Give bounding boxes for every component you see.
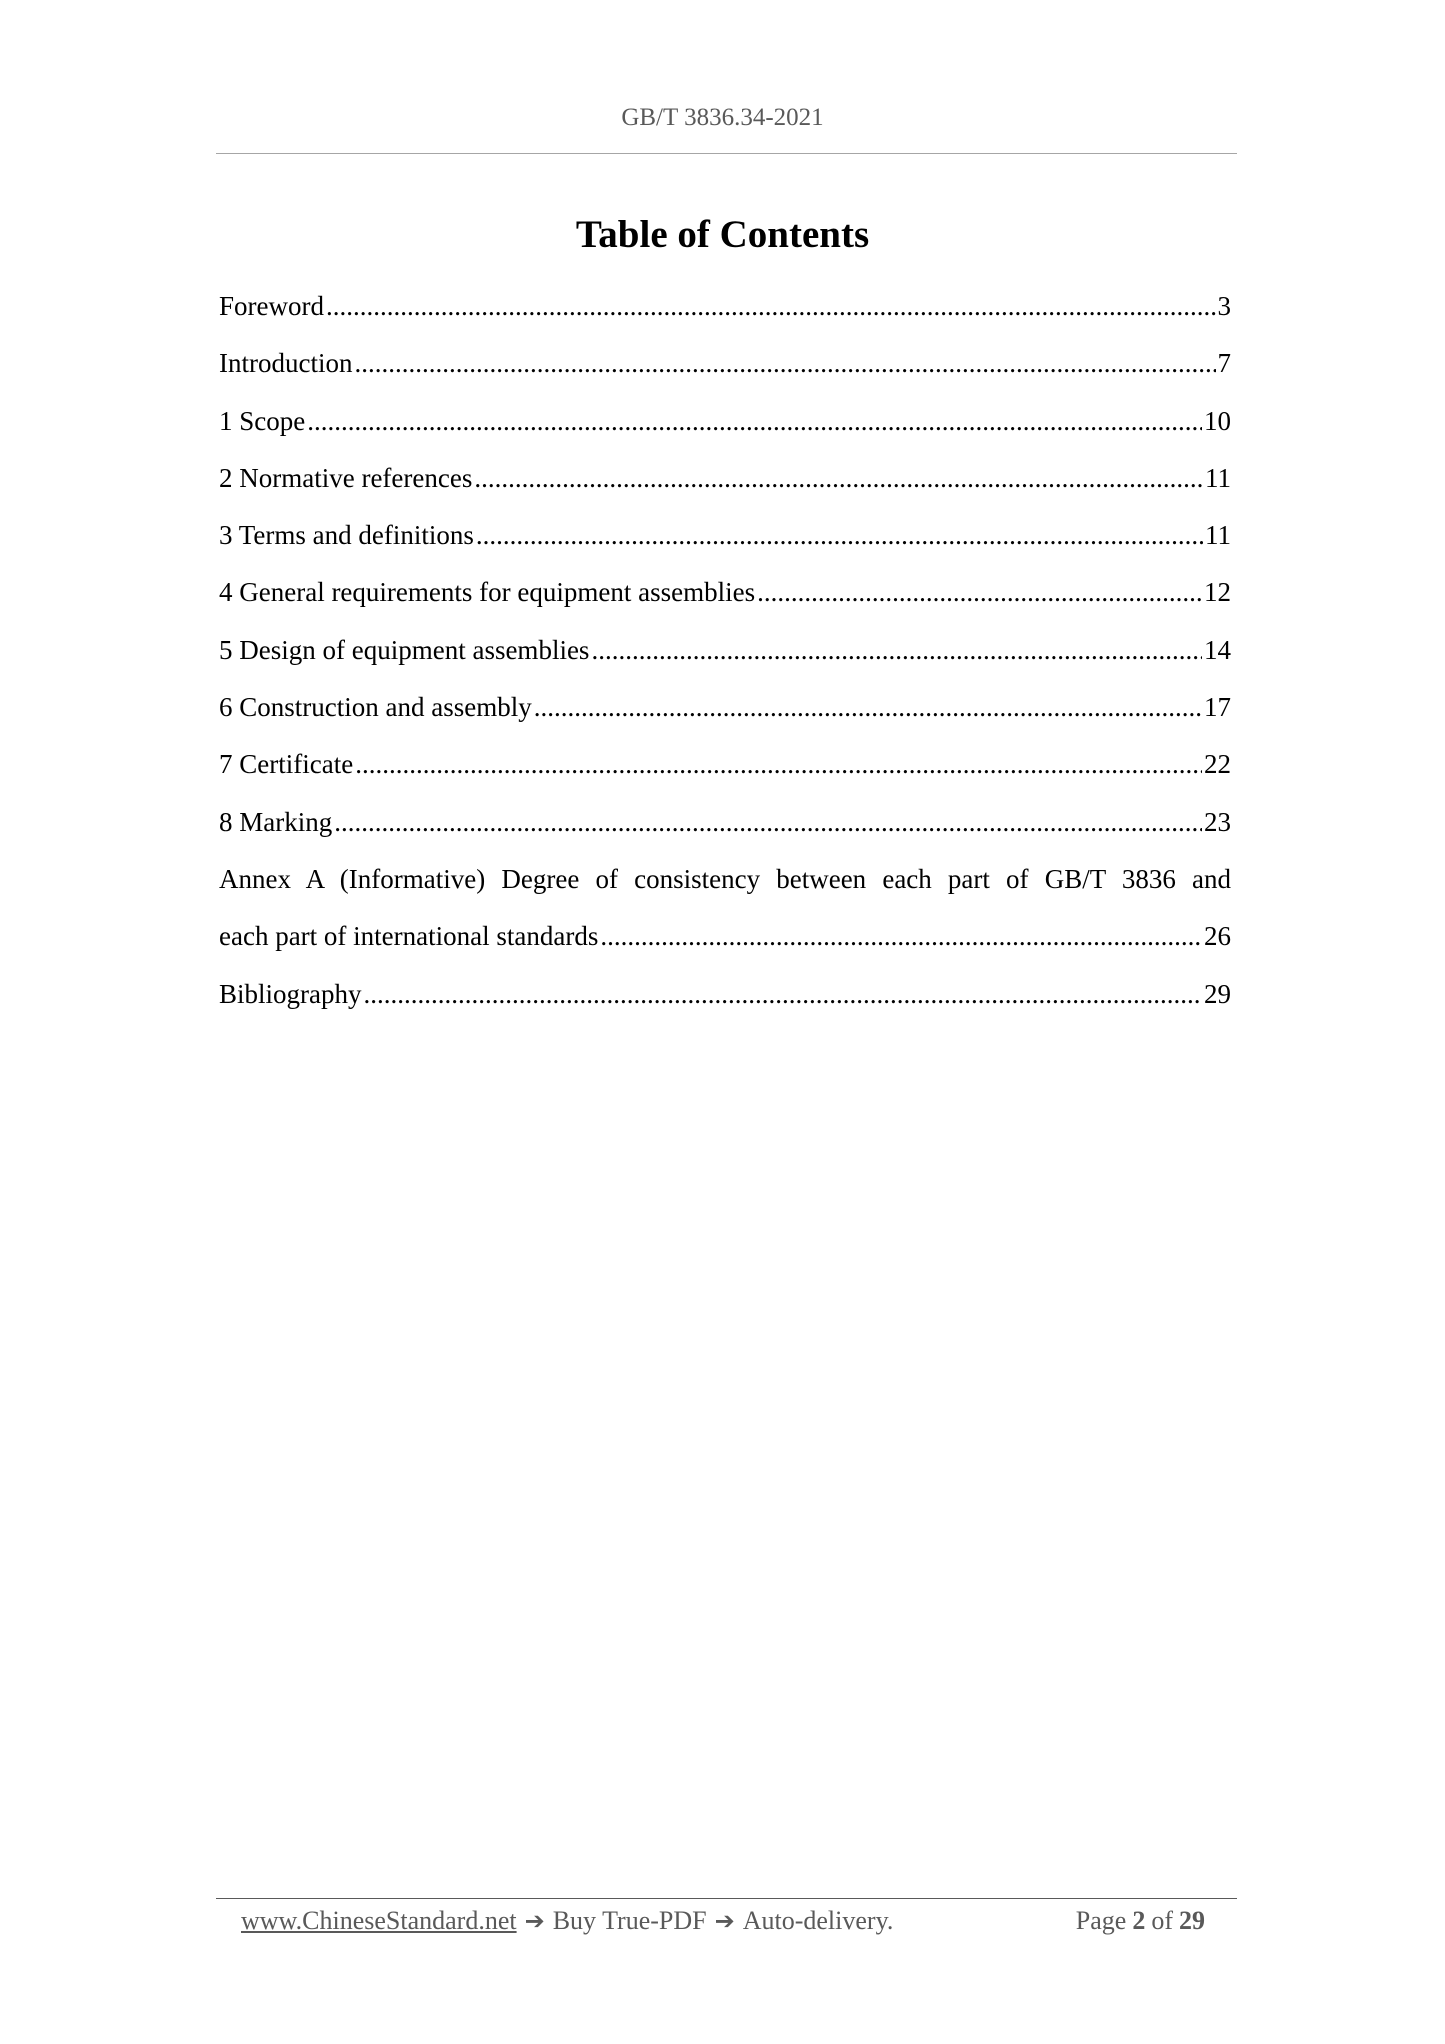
toc-entry-label: 1 Scope	[219, 405, 306, 436]
toc-entry-page: 17	[1204, 692, 1231, 723]
toc-leader-dots	[600, 912, 1202, 960]
toc-entry-label: each part of international standards	[219, 921, 599, 952]
toc-entry-label: 5 Design of equipment assemblies	[219, 634, 590, 665]
current-page-number: 2	[1132, 1906, 1146, 1935]
toc-entry-label: 2 Normative references	[219, 462, 473, 493]
auto-delivery-text: Auto-delivery.	[742, 1906, 894, 1935]
toc-leader-dots	[334, 798, 1202, 846]
footer-divider	[216, 1898, 1237, 1899]
toc-entry-normative-references[interactable]	[219, 454, 1231, 511]
toc-entry-label: 6 Construction and assembly	[219, 692, 532, 723]
toc-entry-foreword[interactable]	[219, 282, 1231, 339]
toc-leader-dots	[474, 454, 1203, 502]
buy-pdf-text: Buy True-PDF	[552, 1906, 707, 1935]
toc-entry-introduction[interactable]	[219, 339, 1231, 396]
toc-title: Table of Contents	[575, 213, 870, 256]
toc-entry-general-requirements[interactable]	[219, 568, 1231, 625]
footer-promo	[241, 1903, 893, 1939]
toc-entry-label: 4 General requirements for equipment assemblies	[219, 577, 756, 608]
toc-entry-scope[interactable]	[219, 397, 1231, 454]
toc-leader-dots	[326, 282, 1216, 330]
toc-entry-terms-definitions[interactable]	[219, 511, 1231, 568]
toc-leader-dots	[354, 339, 1215, 387]
toc-entry-page: 23	[1204, 806, 1231, 837]
toc-entry-label: Introduction	[219, 348, 353, 379]
toc-leader-dots	[591, 626, 1202, 674]
toc-entry-certificate[interactable]	[219, 740, 1231, 797]
right-arrow-icon: ➔	[524, 1907, 545, 1935]
toc-entry-label: Foreword	[219, 291, 324, 321]
toc-leader-dots	[757, 568, 1202, 616]
toc-entry-label: 7 Certificate	[219, 749, 354, 780]
toc-entry-page: 10	[1204, 405, 1231, 436]
toc-leader-dots	[307, 397, 1202, 445]
table-of-contents	[219, 282, 1231, 1027]
toc-entry-bibliography[interactable]	[219, 970, 1231, 1027]
toc-entry-label: 8 Marking	[219, 806, 333, 837]
toc-entry-label: Bibliography	[219, 978, 362, 1009]
page-word: Page	[1075, 1906, 1127, 1935]
toc-entry-page: 29	[1204, 978, 1231, 1009]
toc-entry-page: 14	[1204, 634, 1231, 665]
toc-entry-page: 12	[1204, 577, 1231, 608]
toc-entry-construction-assembly[interactable]	[219, 683, 1231, 740]
website-link[interactable]: www.ChineseStandard.net	[241, 1906, 517, 1935]
toc-entry-design[interactable]	[219, 626, 1231, 683]
total-pages-number: 29	[1179, 1906, 1205, 1935]
header-divider	[216, 153, 1237, 154]
toc-leader-dots	[476, 511, 1203, 559]
toc-leader-dots	[364, 970, 1203, 1018]
toc-entry-annex-a-line1[interactable]: Annex A (Informative) Degree of consistency between each part of GB/T 3836 and	[219, 863, 1231, 894]
toc-entry-annex-a-line2[interactable]	[219, 912, 1231, 969]
toc-entry-page: 11	[1205, 462, 1231, 493]
toc-entry-label: 3 Terms and definitions	[219, 520, 474, 551]
toc-entry-page: 3	[1217, 291, 1231, 321]
toc-entry-marking[interactable]	[219, 798, 1231, 855]
toc-entry-page: 22	[1204, 749, 1231, 780]
toc-entry-page: 7	[1217, 348, 1231, 379]
running-header: GB/T 3836.34-2021	[621, 104, 824, 131]
of-word: of	[1151, 1906, 1173, 1935]
page-number	[1076, 1903, 1211, 1939]
toc-entry-page: 26	[1204, 921, 1231, 952]
toc-entry-page: 11	[1205, 520, 1231, 551]
toc-leader-dots	[534, 683, 1202, 731]
right-arrow-icon: ➔	[714, 1907, 735, 1935]
toc-leader-dots	[355, 740, 1202, 788]
